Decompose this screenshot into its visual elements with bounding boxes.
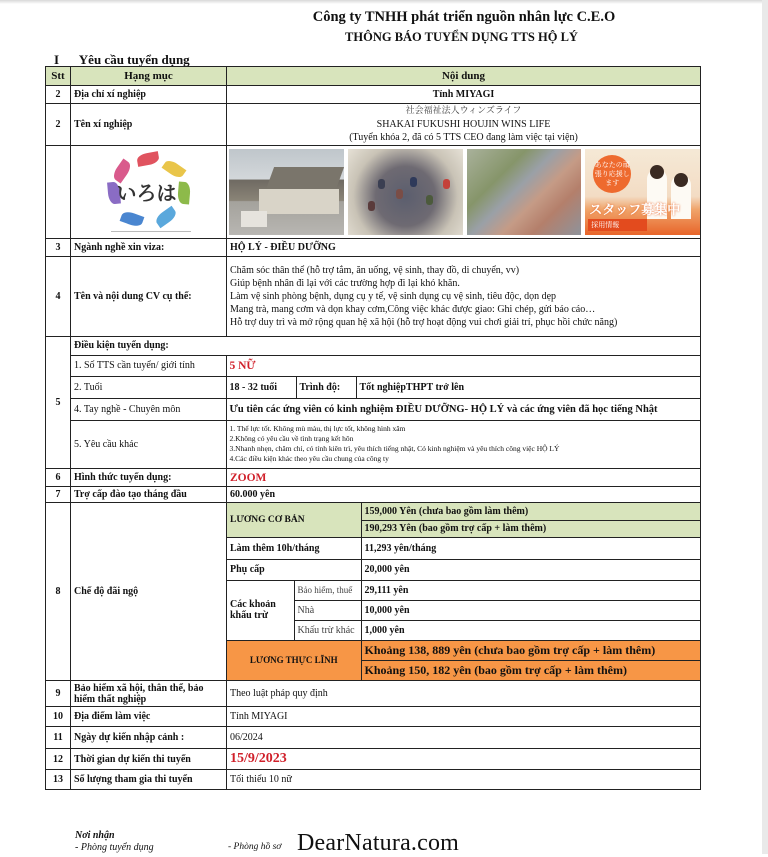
section-title: Yêu cầu tuyển dụng <box>78 52 190 67</box>
activity-hall-photo <box>348 149 463 235</box>
insurance-label: Bảo hiểm, thuế <box>294 580 361 600</box>
exam-date: 15/9/2023 <box>227 749 701 770</box>
person-shape <box>410 177 417 187</box>
allowance-value: 20,000 yên <box>361 559 700 580</box>
wall-shape <box>259 189 339 214</box>
table-row <box>46 239 701 257</box>
row-stt: 4 <box>46 257 71 337</box>
row-label: Trợ cấp đào tạo tháng đầu <box>71 487 227 503</box>
holding-hands-photo <box>467 149 582 235</box>
base-salary-2: 190,293 Yên (bao gồm trợ cấp + làm thêm) <box>361 520 700 537</box>
iroha-logo <box>99 149 199 235</box>
recipient-item: - Phòng hồ sơ <box>228 842 282 852</box>
compensation-table <box>227 503 700 680</box>
row-stt: 2 <box>46 86 71 104</box>
row-value: 06/2024 <box>227 727 701 749</box>
recipients-title: Nơi nhận <box>75 830 115 841</box>
education-label: Trình độ: <box>296 376 356 398</box>
person-shape <box>396 189 403 199</box>
allowance-label: Phụ cấp <box>227 559 361 580</box>
conditions-cell <box>71 337 701 469</box>
conditions-row <box>46 337 701 469</box>
person-shape <box>443 179 450 189</box>
photo-strip <box>229 147 700 237</box>
empty-cell <box>46 146 71 239</box>
conditions-table <box>71 337 700 468</box>
table-row <box>46 257 701 337</box>
table-row <box>46 86 701 104</box>
row-value: Theo luật pháp quy định <box>227 681 701 707</box>
section-number: I <box>54 52 60 67</box>
row-stt: 10 <box>46 707 71 727</box>
other-deduction-label: Khấu trừ khác <box>294 620 361 640</box>
scrollbar[interactable] <box>762 0 768 854</box>
education-value: Tốt nghiệpTHPT trở lên <box>356 376 700 398</box>
age-label: 2. Tuổi <box>71 376 226 398</box>
row-stt: 11 <box>46 727 71 749</box>
net-salary-2: Khoảng 150, 182 yên (bao gồm trợ cấp + làm thêm) <box>361 660 700 680</box>
table-row <box>46 749 701 770</box>
header-content: Nội dung <box>227 67 701 86</box>
conditions-title: Điều kiện tuyển dụng: <box>71 337 700 355</box>
other-requirements <box>226 420 700 468</box>
net-salary-1: Khoảng 138, 889 yên (chưa bao gồm trợ cấp + làm thêm) <box>361 640 700 660</box>
count-label: 1. Số TTS cần tuyển/ giới tính <box>71 355 226 376</box>
row-stt: 7 <box>46 487 71 503</box>
logo-underline <box>111 231 191 232</box>
other-label: 5. Yêu cầu khác <box>71 420 226 468</box>
company-name-cell <box>227 104 701 146</box>
compensation-cell <box>227 503 701 681</box>
base-salary-label: LƯƠNG CƠ BẢN <box>227 503 361 537</box>
row-label: Ngày dự kiến nhập cảnh : <box>71 727 227 749</box>
row-label: Thời gian dự kiến thi tuyển <box>71 749 227 770</box>
overtime-label: Làm thêm 10h/tháng <box>227 537 361 559</box>
watermark: DearNatura.com <box>297 830 460 856</box>
facility-building-photo <box>229 149 344 235</box>
housing-label: Nhà <box>294 600 361 620</box>
recruitment-banner <box>585 149 700 235</box>
company-name: Công ty TNHH phát triển nguồn nhân lực C.E.O <box>312 9 616 25</box>
insurance-value: 29,111 yên <box>361 580 700 600</box>
table-row <box>46 707 701 727</box>
table-row <box>46 487 701 503</box>
row-stt: 9 <box>46 681 71 707</box>
header-category: Hạng mục <box>71 67 227 86</box>
job-line: Hỗ trợ duy trì và mở rộng quan hệ xã hội (hỗ trợ hoạt động vui chơi giải trí, phục hồi chức năng) <box>230 317 618 328</box>
row-value: ZOOM <box>227 469 701 487</box>
table-row <box>46 469 701 487</box>
row-stt: 13 <box>46 770 71 790</box>
compensation-row <box>46 503 701 681</box>
row-label: Hình thức tuyển dụng: <box>71 469 227 487</box>
requirement-line: 1. Thể lực tốt. Không mù màu, thị lực tốt, không hình xăm <box>229 424 406 434</box>
job-line: Mang trà, mang cơm và dọn khay cơm,Công việc khác được giao: Ghi chép, gửi báo cáo… <box>230 304 596 315</box>
company-romaji-name: SHAKAI FUKUSHI HOUJIN WINS LIFE <box>376 119 551 130</box>
banner-bubble: あなたの頑張り応援します <box>593 155 631 193</box>
deductions-label: Các khoản khấu trừ <box>227 580 294 640</box>
base-salary-1: 159,000 Yên (chưa bao gồm làm thêm) <box>361 503 700 520</box>
job-line: Giúp bệnh nhân đi lại với các trường hợp đi lại khó khăn. <box>230 278 460 289</box>
table-row <box>46 104 701 146</box>
table-row <box>46 681 701 707</box>
header-stt: Stt <box>46 67 71 86</box>
company-jp-name: 社会福祉法人ウィンズライフ <box>405 106 522 116</box>
requirement-line: 2.Không có yêu cầu về tình trạng kết hôn <box>229 434 354 444</box>
recruitment-table <box>45 66 701 790</box>
net-salary-label: LƯƠNG THỰC LĨNH <box>227 640 361 680</box>
photos-cell <box>227 146 701 239</box>
row-value: 60.000 yên <box>227 487 701 503</box>
row-stt: 2 <box>46 104 71 146</box>
person-shape <box>426 195 433 205</box>
row-value: Tỉnh MIYAGI <box>227 86 701 104</box>
row-label: Số lượng tham gia thi tuyển <box>71 770 227 790</box>
overtime-value: 11,293 yên/tháng <box>361 537 700 559</box>
requirement-line: 4.Các điều kiện khác theo yêu cầu chung của công ty <box>229 454 389 464</box>
row-label: Địa chỉ xí nghiệp <box>71 86 227 104</box>
skill-label: 4. Tay nghề - Chuyên môn <box>71 398 226 420</box>
row-label: Địa điểm làm việc <box>71 707 227 727</box>
row-label: Tên xí nghiệp <box>71 104 227 146</box>
leaf-icon <box>177 182 191 205</box>
banner-text: スタッフ募集中 <box>589 202 681 217</box>
row-label: Bảo hiểm xã hội, thân thể, bảo hiểm thất nghiệp <box>71 681 227 707</box>
row-value: Tối thiểu 10 nữ <box>227 770 701 790</box>
logo-text: いろは <box>116 181 177 205</box>
logo-cell <box>71 146 227 239</box>
row-label: Tên và nội dung CV cụ thể: <box>71 257 227 337</box>
person-shape <box>378 179 385 189</box>
leaf-icon <box>153 206 178 228</box>
company-note: (Tuyển khóa 2, đã có 5 TTS CEO đang làm việc tại viện) <box>349 132 578 143</box>
requirement-line: 3.Nhanh nhẹn, chăm chỉ, có tính kiên trì, yêu thích tiếng nhật, Có kinh nghiệm và yêu thích công việc HỘ LÝ <box>229 444 560 454</box>
person-shape <box>368 201 375 211</box>
images-row <box>46 146 701 239</box>
skill-value: Ưu tiên các ứng viên có kinh nghiệm ĐIỀU DƯỠNG- HỘ LÝ và các ứng viên đã học tiếng Nhật <box>226 398 700 420</box>
age-value: 18 - 32 tuổi <box>226 376 296 398</box>
row-label: Chế độ đãi ngộ <box>71 503 227 681</box>
top-edge <box>0 0 768 4</box>
row-value: Tỉnh MIYAGI <box>227 707 701 727</box>
table-row <box>46 770 701 790</box>
housing-value: 10,000 yên <box>361 600 700 620</box>
banner-button: 採用情報 <box>588 219 647 231</box>
recipient-item: - Phòng tuyển dụng <box>75 842 154 853</box>
row-stt: 6 <box>46 469 71 487</box>
row-stt: 8 <box>46 503 71 681</box>
count-value: 5 NỮ <box>226 355 700 376</box>
job-line: Chăm sóc thân thể (hỗ trợ tắm, ăn uống, vệ sinh, thay đồ, di chuyển, vv) <box>230 265 520 276</box>
row-value: HỘ LÝ - ĐIỀU DƯỠNG <box>227 239 701 257</box>
row-stt: 12 <box>46 749 71 770</box>
job-line: Làm vệ sinh phòng bệnh, dụng cụ y tế, vệ sinh dụng cụ vệ sinh, tiêu độc, dọn dẹp <box>230 291 557 302</box>
table-header-row <box>46 67 701 86</box>
row-label: Ngành nghề xin viza: <box>71 239 227 257</box>
recipients <box>75 830 154 853</box>
notice-title: THÔNG BÁO TUYỂN DỤNG TTS HỘ LÝ <box>345 30 578 44</box>
table-row <box>46 727 701 749</box>
job-description <box>227 257 701 337</box>
other-deduction-value: 1,000 yên <box>361 620 700 640</box>
leaf-icon <box>119 210 144 229</box>
pad-shape <box>241 211 267 227</box>
leaf-icon <box>136 151 160 167</box>
row-stt: 5 <box>46 337 71 469</box>
row-stt: 3 <box>46 239 71 257</box>
